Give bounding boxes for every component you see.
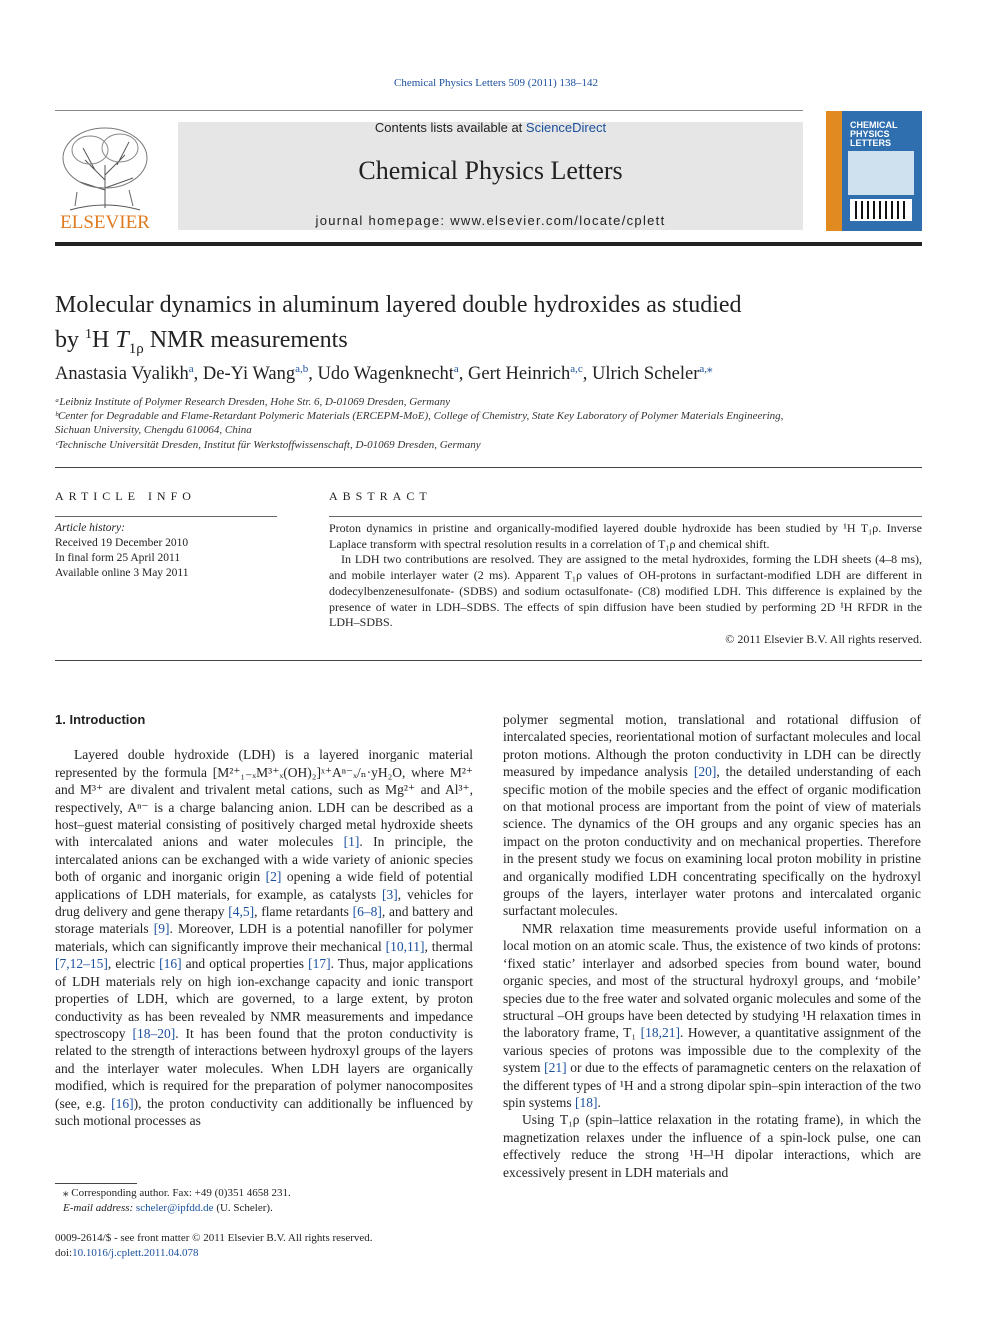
citation-link[interactable]: [9] — [153, 921, 170, 937]
journal-homepage: journal homepage: www.elsevier.com/locate/cplett — [315, 213, 666, 228]
citation-link[interactable]: [4,5] — [228, 904, 255, 920]
author-affiliation-marker[interactable]: a,b — [295, 363, 309, 375]
author-affiliation-marker[interactable]: a,⁎ — [699, 363, 713, 375]
citation-link[interactable]: [21] — [544, 1060, 567, 1076]
header-divider — [55, 110, 803, 111]
citation-link[interactable]: [2] — [265, 869, 282, 885]
issn-doi-block: 0009-2614/$ - see front matter © 2011 Elsevier B.V. All rights reserved. doi:10.1016/j.cplett.2011.04.078 — [55, 1232, 373, 1259]
cover-title: CHEMICAL PHYSICS LETTERS — [850, 120, 898, 148]
abstract-paragraph: Proton dynamics in pristine and organically-modified layered double hydroxide has been studied by ¹H T₁ρ. Inverse Laplace transform with spectral resolution results in a correlation of T₁ρ and chemical shift. — [329, 521, 922, 551]
abstract-heading: ABSTRACT — [329, 489, 432, 503]
author-affiliation-marker[interactable]: a — [453, 363, 459, 375]
author-name[interactable]: Ulrich Scheler — [592, 364, 700, 385]
cover-graphic — [848, 151, 914, 223]
author-list: Anastasia Vyalikh$^a$, De-Yi Wang$^{a,b}$, Udo Wagenknecht$^a$, Gert Heinrich$^{a,c}$, Ulrich Scheler$^{a,⁎}$ — [55, 363, 713, 385]
author-email-link[interactable]: scheler@ipfdd.de — [135, 1202, 214, 1214]
author-name[interactable]: De-Yi Wang — [202, 364, 296, 385]
citation-link[interactable]: [7,12–15] — [55, 956, 108, 972]
footnote-divider — [55, 1183, 137, 1184]
journal-citation-link[interactable]: Chemical Physics Letters 509 (2011) 138–142 — [394, 77, 598, 89]
journal-title: Chemical Physics Letters — [358, 156, 623, 185]
author-name[interactable]: Anastasia Vyalikh — [55, 364, 189, 385]
elsevier-logo — [55, 120, 155, 232]
citation-link[interactable]: [16] — [111, 1095, 134, 1111]
affiliation-a: ᵃLeibniz Institute of Polymer Research Dresden, Hohe Str. 6, D-01069 Dresden, Germany — [55, 396, 451, 408]
affiliation-c: ᶜTechnische Universität Dresden, Institut für Werkstoffwissenschaft, D-01069 Dresden, Germany — [55, 438, 481, 451]
doi-link[interactable]: 10.1016/j.cplett.2011.04.078 — [72, 1246, 199, 1259]
citation-link[interactable]: [6–8] — [352, 904, 382, 920]
body-paragraph: NMR relaxation time measurements provide useful information on a local motion on an atomic scale. Thus, the existence of two kinds of protons: ‘fixed static’ interlayer and adsorbed species from bound water, bound organic species, and most of the structural hydroxyl groups, and ‘mobile’ species due to the free water and solvated organic molecules and some of the structural –OH groups have been detected by studying ¹H relaxation times in the laboratory frame, T₁ [18,21]. However, a quantitative assignment of the various species of protons was impossible due to the complexity of the system [21] or due to the effects of paramagnetic centers on the relaxation of the different types of ¹H and a strong dipolar spin–spin interaction of the two spin systems [18]. — [503, 920, 922, 1110]
citation-link[interactable]: [17] — [308, 956, 331, 972]
citation-link[interactable]: [1] — [343, 834, 360, 850]
author-affiliation-marker[interactable]: a — [188, 363, 194, 375]
abstract-divider — [329, 516, 922, 517]
citation-link[interactable]: [18] — [575, 1094, 598, 1110]
journal-cover-thumbnail[interactable] — [826, 111, 922, 231]
body-paragraph: Layered double hydroxide (LDH) is a layered inorganic material represented by the formula [M²⁺₁₋ₓM³⁺ₓ(OH)₂]ˣ⁺Aⁿ⁻ₓ/ₙ·yH₂O, where M²⁺ and M³⁺ are divalent and trivalent metal cations, such as Mg²⁺ and Al³⁺, respectively, Aⁿ⁻ is a charge balancing anion. LDH can be described as a host–guest material consisting of positively charged metal hydroxide sheets with intercalated anions and water molecules [1]. In principle, the intercalated anions can be exchanged with a wide variety of anionic species both of organic and inorganic origin [2] opening a wide field of potential applications of LDH materials, for example, as catalysts [3], vehicles for drug delivery and gene therapy [4,5], flame retardants [6–8], and battery and storage materials [9]. Moreover, LDH is a potential nanofiller for polymer materials, which can significantly improve their mechanical [10,11], thermal [7,12–15], electric [16] and optical properties [17]. Thus, major applications of LDH materials rely on high ion-exchange capacity and ionic transport properties of LDH, which are governed, to a large extent, by proton conductivity as has been revealed by NMR measurements and impedance spectroscopy [18–20]. It has been found that the proton conductivity is related to the strength of interactions between hydroxyl groups of the layers and the interlayer water molecules. When LDH layers are organically modified, which is required for the preparation of polymer nanocomposites (see, e.g. [16]), the proton conductivity can additionally be influenced by such motional processes as — [55, 747, 474, 1128]
publisher-wordmark: ELSEVIER — [60, 212, 150, 232]
homepage-url-link[interactable]: www.elsevier.com/locate/cplett — [450, 213, 666, 228]
body-column-left — [55, 711, 473, 1129]
abstract-body — [329, 521, 922, 648]
affiliations — [55, 395, 925, 452]
article-history: Article history: Received 19 December 2010 In final form 25 April 2011 Available online 3 May 2011 — [55, 522, 189, 579]
contents-line: Contents lists available at ScienceDirect — [374, 120, 607, 135]
article-info-divider — [55, 516, 277, 517]
affiliation-b-continued: Sichuan University, Chengdu 610064, China — [55, 424, 252, 437]
body-paragraph: Using T₁ρ (spin–lattice relaxation in the rotating frame), in which the magnetization relaxes under the influence of a spin-lock pulse, one can effectively reduce the strong ¹H–¹H dipolar interactions, which are excessively present in LDH materials and — [503, 1112, 921, 1180]
citation-link[interactable]: [18–20] — [132, 1025, 176, 1041]
section-heading-introduction: 1. Introduction — [55, 712, 146, 727]
corresponding-author-footnote: ⁎ Corresponding author. Fax: +49 (0)351 4658 231. E-mail address: scheler@ipfdd.de (U. Scheler). — [63, 1187, 291, 1214]
citation-link[interactable]: [16] — [159, 956, 182, 972]
citation-link[interactable]: [20] — [693, 764, 717, 780]
sciencedirect-link[interactable]: ScienceDirect — [525, 120, 607, 135]
citation-link[interactable]: [3] — [382, 886, 398, 902]
affiliation-b: ᵇCenter for Degradable and Flame-Retardant Polymeric Materials (ERCEPM-MoE), College of Chemistry, State Key Laboratory of Polymer Materials Engineering, — [55, 410, 784, 423]
body-paragraph: polymer segmental motion, translational and rotational diffusion of intercalated species, reorientational motion of surfactant molecules and local proton motions. Although the proton conductivity in LDH can be directly measured by impedance analysis [20], the detailed understanding of each specific motion of the mobile species and the effect of organic modification on that motional process are important from the point of view of materials science. The dynamics of the OH groups and any organic species has an impact on the proton conductivity and on mechanical properties. Therefore in the present study we focus on examining local proton mobility in pristine and organically modified LDH concentrating specifically on the hydroxyl groups of the layers, interlayer water protons and intercalated organic surfactant molecules. — [503, 712, 921, 919]
body-column-right — [503, 711, 921, 1181]
author-affiliation-marker[interactable]: a,c — [570, 363, 583, 375]
article-title: Molecular dynamics in aluminum layered double hydroxides as studied by $^1$H $T_{1\rho}$ NMR measurements — [55, 292, 742, 357]
cover-stripe — [826, 111, 842, 231]
citation-link[interactable]: [18,21] — [640, 1025, 680, 1041]
copyright-notice: © 2011 Elsevier B.V. All rights reserved. — [725, 631, 922, 646]
section-divider — [55, 467, 922, 468]
abstract-paragraph: In LDH two contributions are resolved. They are assigned to the metal hydroxides, forming the LDH sheets (4–8 ms), and mobile interlayer water (2 ms). Apparent T₁ρ values of OH-protons in surfactant-modified LDH are different in dodecylbenzenesulfonate- (SDBS) and sodium octasulfonate- (C8) modified LDH. This difference is explained by the presence of water in LDH–SDBS. The effects of spin diffusion have been studied by performing 2D ¹H RFDR in the LDH–SDBS. — [329, 552, 922, 630]
citation-link[interactable]: [10,11] — [385, 938, 425, 954]
author-name[interactable]: Gert Heinrich — [468, 364, 571, 385]
author-name[interactable]: Udo Wagenknecht — [317, 364, 454, 385]
section-divider — [55, 660, 922, 661]
header-thick-rule — [55, 242, 922, 246]
article-info-heading: ARTICLE INFO — [55, 489, 196, 503]
